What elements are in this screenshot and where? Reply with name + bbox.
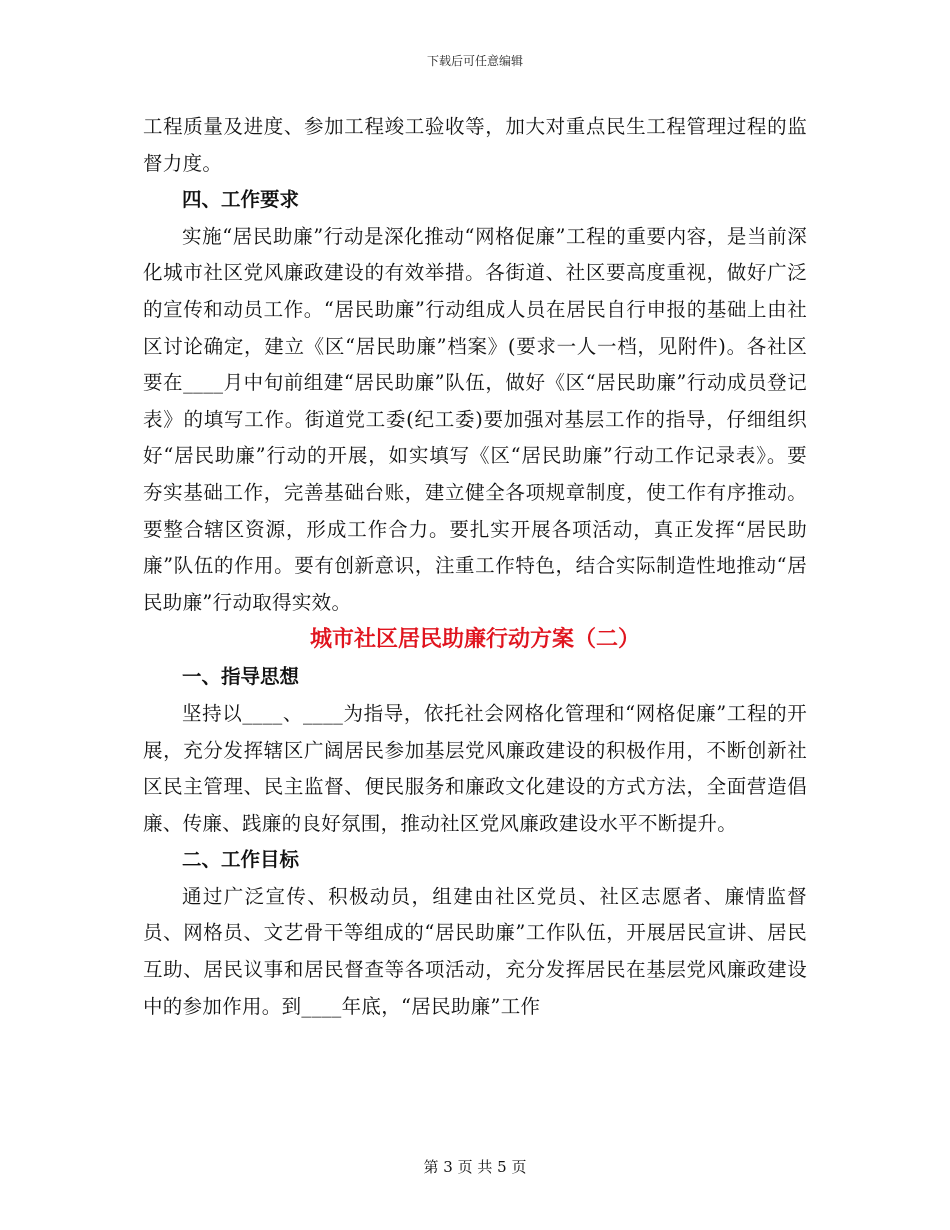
- section-heading-work-requirements: 四、工作要求: [182, 188, 300, 212]
- document-title: 城市社区居民助廉行动方案（二）: [309, 627, 640, 653]
- paragraph-guiding-ideology: 坚持以____、____为指导，依托社会网格化管理和“网格促廉”工程的开展，充分发挥辖区广阔居民参加基层党风廉政建设的积极作用，不断创新社区民主管理、民主监督、便民服务和廉政文化建设的方式方法，全面营造倡廉、传廉、践廉的良好氛围，推动社区党风廉政建设水平不断提升。: [143, 701, 807, 835]
- document-body: [143, 109, 807, 1025]
- page-number-footer: 第 3 页 共 5 页: [423, 1158, 527, 1176]
- paragraph-work-goals: 通过广泛宣传、积极动员，组建由社区党员、社区志愿者、廉情监督员、网格员、文艺骨干等组成的“居民助廉”工作队伍，开展居民宣讲、居民互助、居民议事和居民督查等各项活动，充分发挥居民在基层党风廉政建设中的参加作用。到____年底，“居民助廉”工作: [143, 884, 807, 1018]
- page-header-note: 下载后可任意编辑: [426, 54, 523, 68]
- paragraph-continued: 工程质量及进度、参加工程竣工验收等，加大对重点民生工程管理过程的监督力度。: [143, 115, 807, 175]
- section-heading-work-goals: 二、工作目标: [182, 848, 300, 872]
- paragraph-work-requirements: 实施“居民助廉”行动是深化推动“网格促廉”工程的重要内容，是当前深化城市社区党风廉政建设的有效举措。各街道、社区要高度重视，做好广泛的宣传和动员工作。“居民助廉”行动组成人员在居民自行申报的基础上由社区讨论确定，建立《区“居民助廉”档案》(要求一人一档，见附件)。各社区要在____月中旬前组建“居民助廉”队伍，做好《区“居民助廉”行动成员登记表》的填写工作。街道党工委(纪工委)要加强对基层工作的指导，仔细组织好“居民助廉”行动的开展，如实填写《区“居民助廉”行动工作记录表》。要夯实基础工作，完善基础台账，建立健全各项规章制度，使工作有序推动。要整合辖区资源，形成工作合力。要扎实开展各项活动，真正发挥“居民助廉”队伍的作用。要有创新意识，注重工作特色，结合实际制造性地推动“居民助廉”行动取得实效。: [143, 224, 807, 614]
- section-heading-guiding-ideology: 一、指导思想: [182, 665, 300, 689]
